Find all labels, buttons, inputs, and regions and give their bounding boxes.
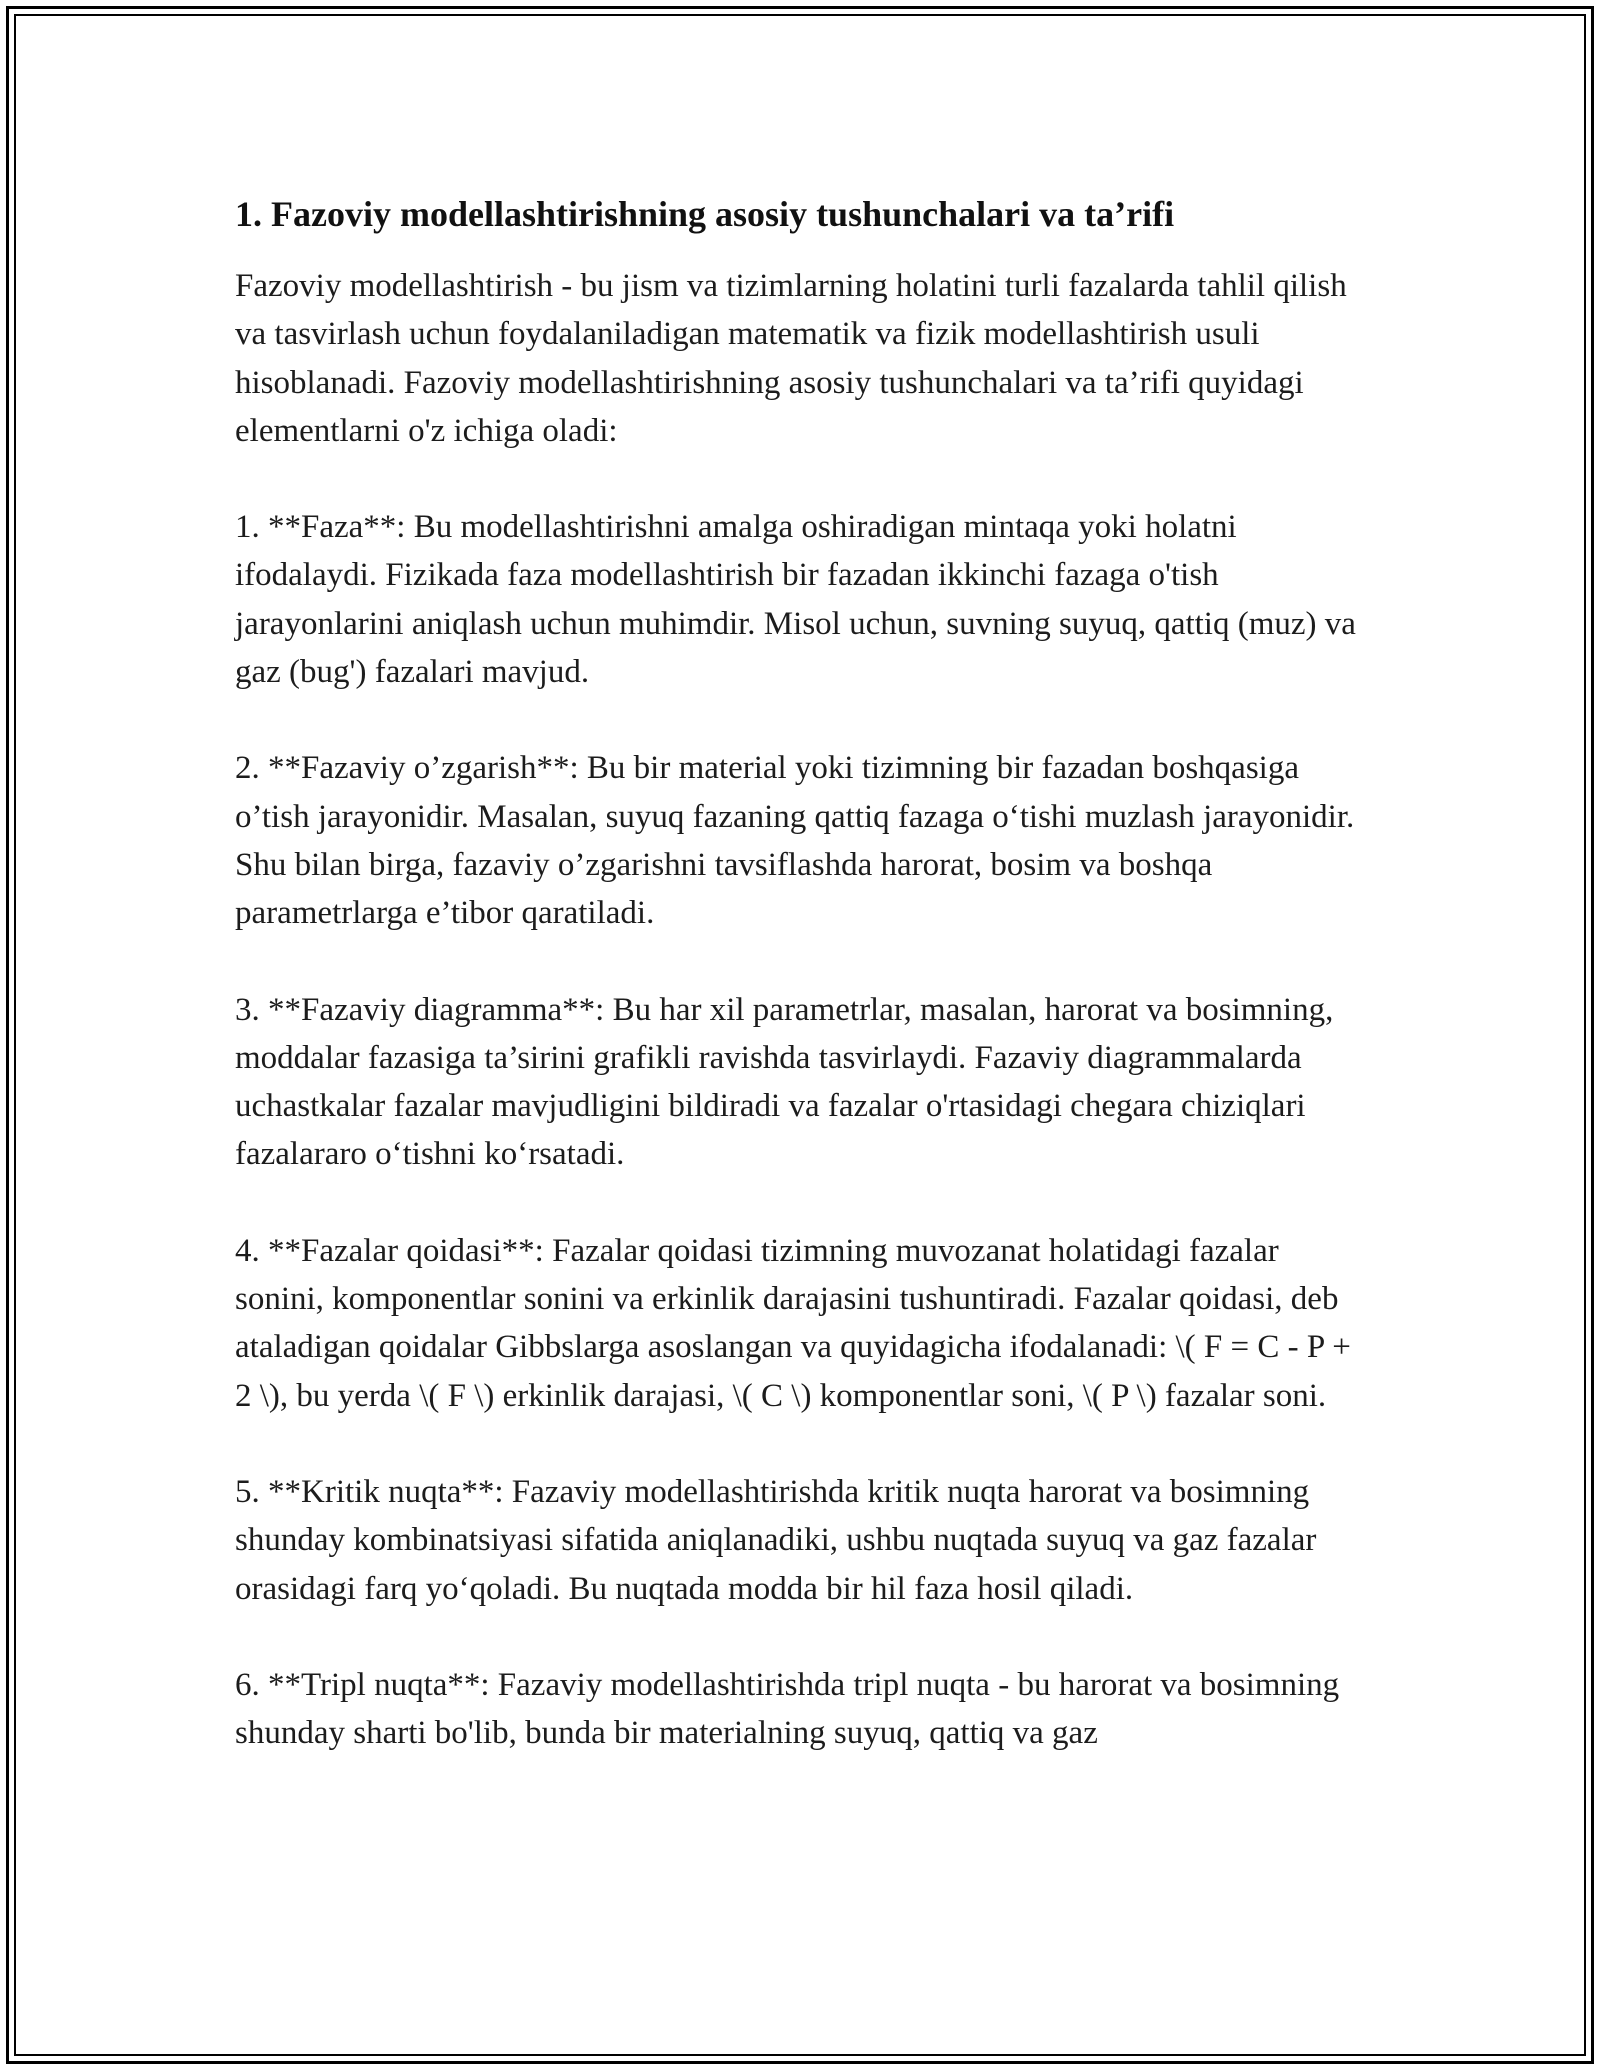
item-kritik-nuqta: 5. **Kritik nuqta**: Fazaviy modellashtirishda kritik nuqta harorat va bosimning shunday kombinatsiyasi sifatida aniqlanadiki, ushbu nuqtada suyuq va gaz fazalar orasidagi farq yo‘qoladi. Bu nuqtada modda bir hil faza hosil qiladi. (235, 1473, 1317, 1607)
item-tripl-nuqta: 6. **Tripl nuqta**: Fazaviy modellashtirishda tripl nuqta - bu harorat va bosimning shunday sharti bo'lib, bunda bir materialning suyuq, qattiq va gaz (235, 1666, 1340, 1752)
item-fazaviy-diagramma: 3. **Fazaviy diagramma**: Bu har xil parametrlar, masalan, harorat va bosimning, moddalar fazasiga ta’sirini grafikli ravishda tasvirlaydi. Fazaviy diagrammalarda uchastkalar fazalar mavjudligini bildiradi va fazalar o'rtasidagi chegara chiziqlari fazalararo o‘tishni ko‘rsatadi. (235, 991, 1334, 1173)
section-heading: 1. Fazoviy modellashtirishning asosiy tushunchalari va ta’rifi (235, 194, 1175, 234)
item-fazaviy-ozgarish: 2. **Fazaviy o’zgarish**: Bu bir material yoki tizimning bir fazadan boshqasiga o’tish jarayonidir. Masalan, suyuq fazaning qattiq fazaga o‘tishi muzlash jarayonidir. Shu bilan birga, fazaviy o’zgarishni tavsiflashda harorat, bosim va boshqa parametrlarga e’tibor qaratiladi. (235, 750, 1355, 932)
document-body (235, 188, 1365, 1805)
intro-paragraph: Fazoviy modellashtirish - bu jism va tizimlarning holatini turli fazalarda tahlil qilish va tasvirlash uchun foydalaniladigan matematik va fizik modellashtirish usuli hisoblanadi. Fazoviy modellashtirishning asosiy tushunchalari va ta’rifi quyidagi elementlarni o'z ichiga oladi: (235, 268, 1347, 449)
item-fazalar-qoidasi: 4. **Fazalar qoidasi**: Fazalar qoidasi tizimning muvozanat holatidagi fazalar sonini, komponentlar sonini va erkinlik darajasini tushuntiradi. Fazalar qoidasi, deb ataladigan qoidalar Gibbslarga asoslangan va quyidagicha ifodalanadi: \( F = C - P + 2 \), bu yerda \( F \) erkinlik darajasi, \( C \) komponentlar soni, \( P \) fazalar soni. (235, 1232, 1351, 1414)
item-faza: 1. **Faza**: Bu modellashtirishni amalga oshiradigan mintaqa yoki holatni ifodalaydi. Fizikada faza modellashtirish bir fazadan ikkinchi fazaga o'tish jarayonlarini aniqlash uchun muhimdir. Misol uchun, suvning suyuq, qattiq (muz) va gaz (bug') fazalari mavjud. (235, 509, 1356, 691)
